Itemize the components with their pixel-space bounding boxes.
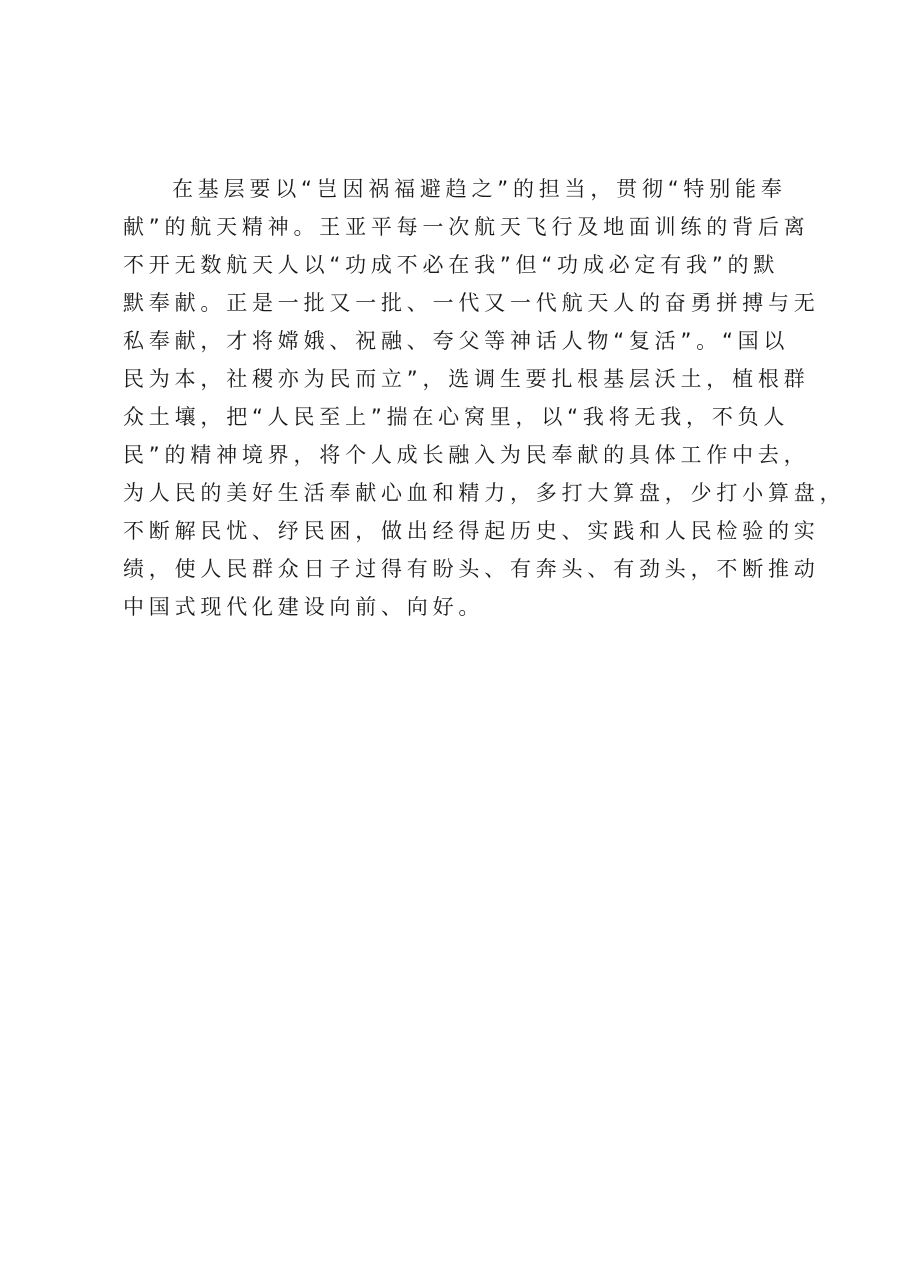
body-paragraph	[123, 170, 846, 626]
paragraph-line-6: 民为本，社稷亦为民而立”，选调生要扎根基层沃土，植根群	[123, 367, 810, 391]
paragraph-line-10: 不断解民忧、纾民困，做出经得起历史、实践和人民检验的实	[123, 519, 820, 543]
paragraph-line-4: 默奉献。正是一批又一批、一代又一代航天人的奋勇拼搏与无	[123, 291, 820, 315]
paragraph-line-11: 绩，使人民群众日子过得有盼头、有奔头、有劲头，不断推动	[123, 557, 820, 581]
paragraph-line-7: 众土壤，把“人民至上”揣在心窝里，以“我将无我，不负人	[123, 405, 790, 429]
paragraph-line-2: 献”的航天精神。王亚平每一次航天飞行及地面训练的背后离	[123, 215, 810, 239]
paragraph-line-3: 不开无数航天人以“功成不必在我”但“功成必定有我”的默	[123, 253, 780, 277]
paragraph-line-9: 为人民的美好生活奉献心血和精力，多打大算盘，少打小算盘，	[123, 481, 846, 505]
paragraph-line-5: 私奉献，才将嫦娥、祝融、夸父等神话人物“复活”。“国以	[123, 329, 790, 353]
paragraph-line-1: 在基层要以“岂因祸福避趋之”的担当，贯彻“特别能奉	[172, 177, 787, 201]
paragraph-line-8: 民”的精神境界，将个人成长融入为民奉献的具体工作中去，	[123, 443, 810, 467]
paragraph-line-12: 中国式现代化建设向前、向好。	[123, 595, 485, 619]
